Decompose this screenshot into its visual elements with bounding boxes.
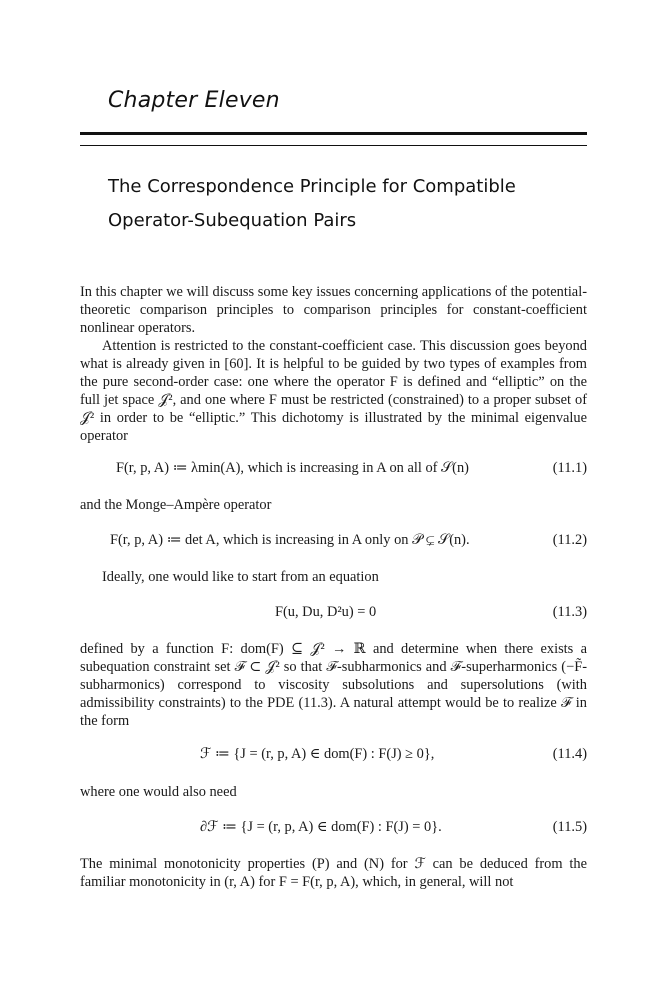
equation-expression: F(r, p, A) ≔ det A, which is increasing in A only on 𝒫 ⊊ 𝒮(n). — [110, 532, 470, 548]
equation-number: (11.4) — [552, 746, 587, 762]
paragraph-monge-ampere: and the Monge–Ampère operator — [80, 497, 272, 513]
chapter-rule-thick — [80, 132, 587, 135]
equation-number: (11.2) — [552, 532, 587, 548]
equation-number: (11.3) — [552, 604, 587, 620]
paragraph-defined-by: defined by a function F: dom(F) ⊆ 𝒥² → ℝ and determine when there exists a subequation constraint set ℱ ⊂ 𝒥² so that ℱ-subharmonics and ℱ-superharmonics (−F̃-subharmonics) correspond to viscosity subsolutions and supersolutions (with admissibility constraints) to the PDE (11.3). A natural attempt would be to realize ℱ in the form — [80, 641, 587, 729]
equation-number: (11.5) — [552, 819, 587, 835]
equation-expression: ℱ ≔ {J = (r, p, A) ∈ dom(F) : F(J) ≥ 0}, — [200, 746, 435, 762]
paragraph-monotonicity: The minimal monotonicity properties (P) and (N) for ℱ can be deduced from the familiar monotonicity in (r, A) for F = F(r, p, A), which, in general, will not — [80, 856, 587, 890]
equation-expression: F(r, p, A) ≔ λmin(A), which is increasing in A on all of 𝒮(n) — [116, 460, 469, 476]
equation-11-3 — [80, 604, 587, 624]
equation-expression: F(u, Du, D²u) = 0 — [275, 604, 377, 620]
chapter-title-line-2: Operator-Subequation Pairs — [108, 210, 357, 231]
chapter-title — [108, 170, 578, 238]
paragraph-intro: In this chapter we will discuss some key issues concerning applications of the potential-theoretic comparison principles to comparison principles for constant-coefficient nonlinear operators. — [80, 284, 587, 336]
equation-11-4 — [80, 746, 587, 766]
paragraph-ideally: Ideally, one would like to start from an equation — [102, 569, 379, 585]
chapter-title-line-1: The Correspondence Principle for Compatible — [108, 176, 516, 197]
equation-11-2 — [80, 532, 587, 552]
equation-11-5 — [80, 819, 587, 839]
equation-number: (11.1) — [552, 460, 587, 476]
chapter-label: Chapter Eleven — [108, 88, 280, 113]
equation-expression: ∂ℱ ≔ {J = (r, p, A) ∈ dom(F) : F(J) = 0}. — [200, 819, 442, 835]
chapter-rule-thin — [80, 145, 587, 146]
equation-11-1 — [80, 460, 587, 480]
paragraph-attention: Attention is restricted to the constant-coefficient case. This discussion goes beyond what is already given in [60]. It is helpful to be guided by two types of examples from the pure second-order case: one where the operator F is defined and “elliptic” on the full jet space 𝒥², and one where F must be restricted (constrained) to a proper subset of 𝒥² in order to be “elliptic.” This dichotomy is illustrated by the minimal eigenvalue operator — [80, 338, 587, 444]
paragraph-where-one: where one would also need — [80, 784, 237, 800]
